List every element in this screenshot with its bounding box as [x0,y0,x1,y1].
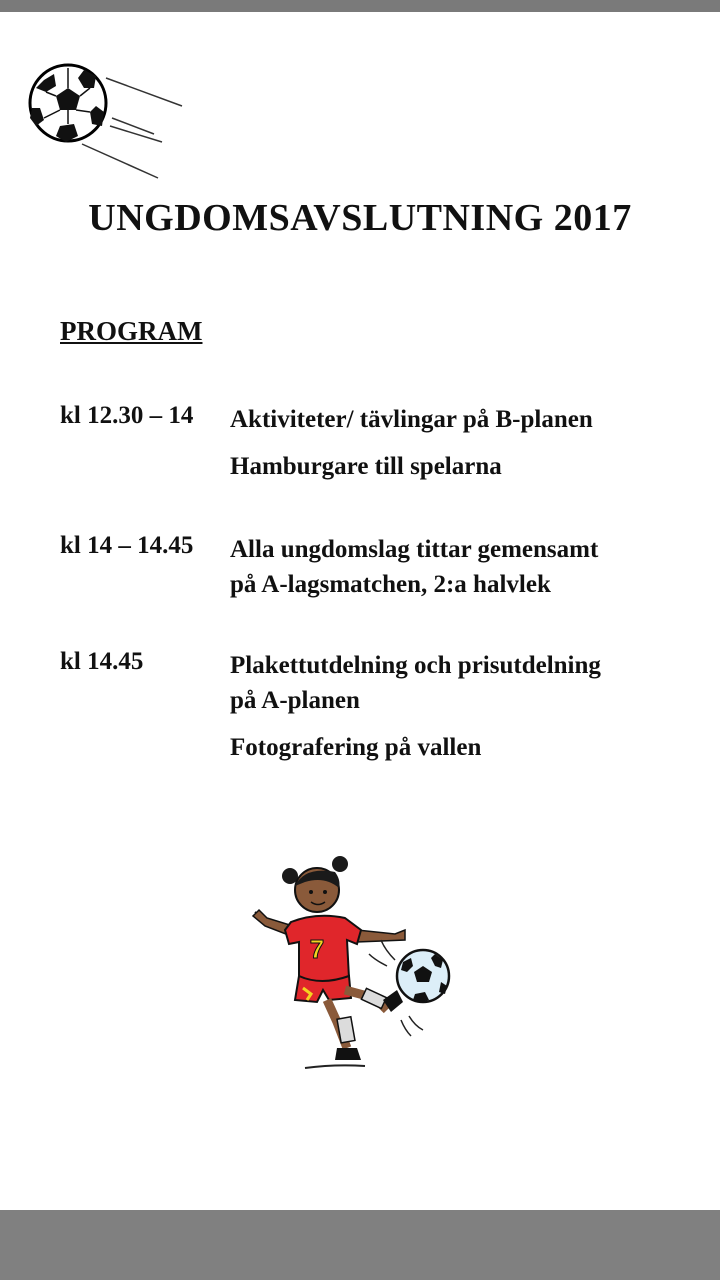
soccer-ball-icon [26,60,196,185]
schedule-line: Alla ungdomslag tittar gemensamt [230,536,599,563]
page-title: UNGDOMSAVSLUTNING 2017 [88,197,632,239]
schedule-description [230,648,700,765]
schedule-time: kl 12.30 – 14 [60,402,194,429]
schedule-line: på A-planen [230,687,360,714]
schedule-line: Plakettutdelning och prisutdelning [230,652,601,679]
bottom-bar [0,1210,720,1280]
schedule-description [230,532,700,602]
program-heading: PROGRAM [60,316,203,346]
schedule-extra: Fotografering på vallen [230,734,482,761]
schedule-extra: Hamburgare till spelarna [230,453,502,480]
schedule-time: kl 14.45 [60,648,144,675]
schedule-description [230,402,700,484]
girl-kicking-ball-illustration [245,850,465,1075]
schedule-line: Aktiviteter/ tävlingar på B-planen [230,406,593,433]
schedule-line: på A-lagsmatchen, 2:a halvlek [230,571,551,598]
top-bar [0,0,720,12]
jersey-number: 7 [309,934,325,964]
schedule-time: kl 14 – 14.45 [60,532,194,559]
